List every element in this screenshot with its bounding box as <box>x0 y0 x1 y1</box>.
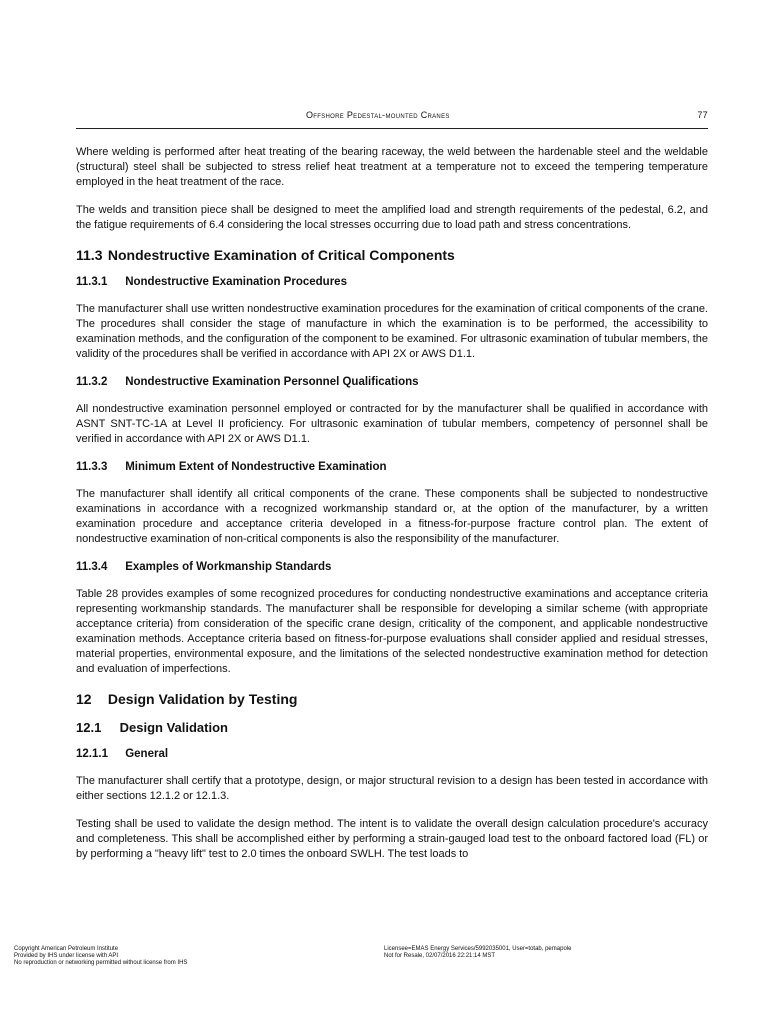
paragraph: The manufacturer shall identify all critical components of the crane. These components shall be subjected to nondestructive examinations in accordance with a recognized workmanship standard or, at the option of the manufacturer, by a written examination procedure and acceptance criteria developed in a fitness-for-purpose fracture control plan. The extent of nondestructive examination of non-critical components is also the responsibility of the manufacturer. <box>76 488 708 545</box>
subsection-heading-11-3-4 <box>76 560 708 575</box>
paragraph: The manufacturer shall use written nondestructive examination procedures for the examination of critical components of the crane. The procedures shall consider the stage of manufacture in which the examination is to be performed, the accessibility to examination methods, and the configuration of the component to be examined. For ultrasonic examination of tubular members, the validity of the procedures shall be verified in accordance with API 2X or AWS D1.1. <box>76 303 708 360</box>
paragraph: The welds and transition piece shall be designed to meet the amplified load and strength requirements of the pedestal, 6.2, and the fatigue requirements of 6.4 considering the local stresses occurring due to load path and stress concentrations. <box>76 204 708 231</box>
footer-copyright <box>14 946 314 967</box>
body-content <box>76 145 708 875</box>
section-title: Design Validation <box>119 720 228 735</box>
section-title: General <box>125 748 169 760</box>
paragraph: Where welding is performed after heat treating of the bearing raceway, the weld between the hardenable steel and the weldable (structural) steel shall be subjected to stress relief heat treatment at a temperature not to exceed the tempering temperature employed in the heat treatment of the race. <box>76 146 708 188</box>
footer-license <box>384 946 684 960</box>
paragraph: Testing shall be used to validate the design method. The intent is to validate the overall design calculation procedure's accuracy and completeness. This shall be accomplished either by performing a strain-gauged load test to the onboard factored load (FL) or by performing a "heavy lift" test to 2.0 times the onboard SWLH. The test loads to <box>76 818 708 860</box>
section-number: 12.1.1 <box>76 748 108 760</box>
side-watermark <box>713 210 727 330</box>
section-heading-12 <box>76 690 708 708</box>
footer-line: Provided by IHS under license with API <box>14 953 119 959</box>
section-number: 11.3.3 <box>76 461 108 473</box>
subsection-heading-12-1 <box>76 719 708 736</box>
section-number: 11.3 <box>76 247 103 263</box>
section-number: 11.3.4 <box>76 561 108 573</box>
subsection-heading-11-3-2 <box>76 375 708 390</box>
section-title: Design Validation by Testing <box>107 691 298 707</box>
footer-line: Licensee=EMAS Energy Services/5992035001, User=totab, pemapole <box>384 946 572 952</box>
section-title: Nondestructive Examination Personnel Qualifications <box>125 376 419 388</box>
paragraph: All nondestructive examination personnel employed or contracted for by the manufacturer shall be qualified in accordance with ASNT SNT-TC-1A at Level II proficiency. For ultrasonic examination of tubular members, competency of personnel shall be verified in accordance with API 2X or AWS D1.1. <box>76 403 708 445</box>
header-rule <box>76 128 708 129</box>
running-title: Offshore Pedestal-mounted Cranes <box>306 110 450 120</box>
section-title: Nondestructive Examination Procedures <box>125 276 347 288</box>
section-heading-11-3 <box>76 246 708 264</box>
paragraph: The manufacturer shall certify that a prototype, design, or major structural revision to a design has been tested in accordance with either sections 12.1.2 or 12.1.3. <box>76 775 708 802</box>
section-number: 12 <box>76 691 92 707</box>
section-number: 12.1 <box>76 720 102 735</box>
footer-line: No reproduction or networking permitted without license from IHS <box>14 960 188 966</box>
paragraph: Table 28 provides examples of some recognized procedures for conducting nondestructive examinations and acceptance criteria representing workmanship standards. The manufacturer shall be responsible for developing a similar scheme (with appropriate acceptance criteria) from consideration of the specific crane design, criticality of the component, and applicable nondestructive examination methods. Acceptance criteria based on fitness-for-purpose evaluations shall consider applied and residual stresses, material properties, environmental exposure, and the limitations of the selected nondestructive examination method for detection and evaluation of imperfections. <box>76 588 708 675</box>
footer-line: Copyright American Petroleum Institute <box>14 946 119 952</box>
section-title: Examples of Workmanship Standards <box>125 561 332 573</box>
section-number: 11.3.1 <box>76 276 108 288</box>
subsection-heading-12-1-1 <box>76 747 708 762</box>
section-title: Minimum Extent of Nondestructive Examination <box>125 461 387 473</box>
section-title: Nondestructive Examination of Critical Components <box>107 247 455 263</box>
subsection-heading-11-3-1 <box>76 275 708 290</box>
subsection-heading-11-3-3 <box>76 460 708 475</box>
page-number: 77 <box>697 110 708 120</box>
section-number: 11.3.2 <box>76 376 108 388</box>
footer-line: Not for Resale, 02/07/2016 22:21:14 MST <box>384 953 496 959</box>
